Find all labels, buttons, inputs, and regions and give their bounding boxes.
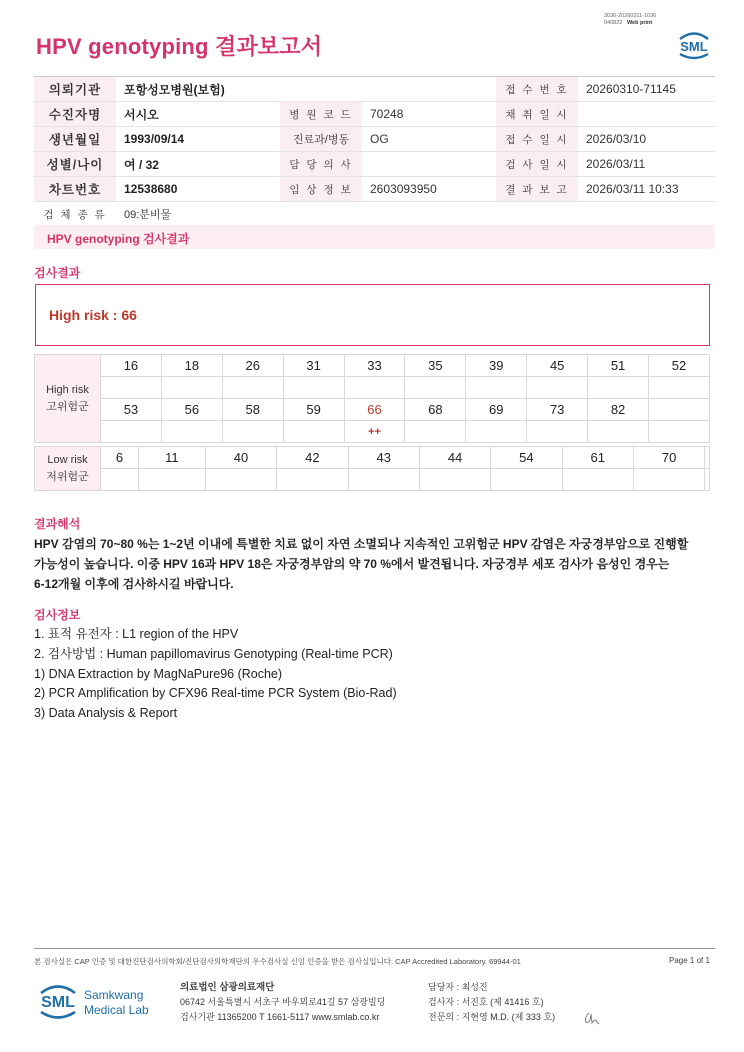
result-mark-cell: [527, 377, 588, 399]
organization-address: 06742 서울특별시 서초구 바우뫼로41길 57 삼광빌딩: [180, 997, 386, 1007]
test-info-list: [34, 625, 397, 724]
staff-info: [428, 980, 555, 1025]
result-mark-cell: [348, 469, 419, 491]
result-mark-cell: [633, 469, 704, 491]
result-mark-cell: [222, 377, 283, 399]
patient-info-table: [34, 76, 715, 227]
value-birth-date: 1993/09/14: [116, 127, 280, 152]
label-received-date: 접 수 일 시: [496, 127, 578, 152]
value-test-date: 2026/03/11: [578, 152, 715, 177]
result-heading: 검사결과: [34, 266, 81, 280]
result-mark-cell: [101, 377, 162, 399]
result-mark-cell: [527, 421, 588, 443]
value-chart-number: 12538680: [116, 177, 280, 202]
document-code: [604, 13, 656, 27]
section-title: HPV genotyping 검사결과: [47, 232, 190, 246]
value-attending-doctor: [362, 152, 496, 177]
value-clinical-info: 2603093950: [362, 177, 496, 202]
hpv-type-cell: [705, 447, 710, 469]
result-mark-cell: [466, 421, 527, 443]
label-requesting-institution: 의뢰기관: [34, 77, 116, 102]
label-specimen-type: 검 체 종 류: [34, 202, 116, 227]
result-mark-cell: [344, 377, 405, 399]
report-title: HPV genotyping 결과보고서: [36, 34, 323, 59]
hpv-type-cell: [649, 399, 710, 421]
low-risk-label-ko: 저위험군: [46, 470, 89, 483]
label-report-date: 결 과 보 고: [496, 177, 578, 202]
result-mark-cell: [222, 421, 283, 443]
high-risk-label-ko: 고위험군: [46, 400, 89, 413]
result-mark-cell: [277, 469, 348, 491]
hpv-type-cell-positive: 66: [344, 399, 405, 421]
section-header: [34, 225, 715, 249]
page-number: Page 1 of 1: [669, 956, 710, 965]
result-mark-cell: [283, 421, 344, 443]
interpretation-heading: 결과해석: [34, 517, 81, 531]
web-print-label: Web print: [626, 20, 653, 26]
result-mark-cell: [588, 377, 649, 399]
value-report-date: 2026/03/11 10:33: [578, 177, 715, 202]
organization-name: 의료법인 삼광의료재단: [180, 982, 275, 993]
test-info-item: 1) DNA Extraction by MagNaPure96 (Roche): [34, 666, 283, 681]
result-mark-cell: [283, 377, 344, 399]
document-code-1: 3036-20260311-1036: [604, 13, 657, 19]
hpv-type-cell: 16: [101, 355, 162, 377]
result-mark-cell: [649, 421, 710, 443]
result-mark-cell: [161, 377, 222, 399]
label-department: 진료과/병동: [280, 127, 362, 152]
hpv-type-cell: 42: [277, 447, 348, 469]
hpv-type-cell: 61: [562, 447, 633, 469]
hpv-type-cell: 40: [205, 447, 276, 469]
value-collection-date: [578, 102, 715, 127]
hpv-type-cell: 44: [419, 447, 490, 469]
samkwang-logo: [38, 980, 158, 1022]
label-patient-name: 수진자명: [34, 102, 116, 127]
result-mark-cell: [491, 469, 562, 491]
result-mark-cell: [405, 377, 466, 399]
interpretation-line: 6-12개월 이후에 검사하시길 바랍니다.: [34, 577, 234, 591]
samkwang-logo-mark: SML: [41, 994, 75, 1011]
hpv-type-cell: 69: [466, 399, 527, 421]
result-mark-cell: [405, 421, 466, 443]
result-summary: High risk : 66: [49, 307, 137, 323]
interpretation-line: HPV 감염의 70~80 %는 1~2년 이내에 특별한 치료 없이 자연 소멸되나 지속적인 고위험군 HPV 감염은 자궁경부암으로 진행할: [34, 537, 689, 551]
interpretation-text: [34, 534, 714, 594]
result-mark-cell: [466, 377, 527, 399]
hpv-type-cell: 26: [222, 355, 283, 377]
high-risk-table: [34, 354, 710, 443]
samkwang-logo-line2: Medical Lab: [84, 1003, 149, 1017]
hpv-type-cell: 54: [491, 447, 562, 469]
result-mark-cell: [649, 377, 710, 399]
hpv-type-cell: 56: [161, 399, 222, 421]
signature-icon: [582, 1010, 602, 1026]
value-department: OG: [362, 127, 496, 152]
value-accession-number: 20260310-71145: [578, 77, 715, 102]
samkwang-logo-line1: Samkwang: [84, 988, 144, 1002]
hpv-type-cell: 6: [101, 447, 139, 469]
hpv-type-cell: 68: [405, 399, 466, 421]
label-chart-number: 차트번호: [34, 177, 116, 202]
hpv-type-cell: 52: [649, 355, 710, 377]
hpv-type-cell: 73: [527, 399, 588, 421]
test-info-item: 2. 검사방법 : Human papillomavirus Genotyping (Real-time PCR): [34, 646, 393, 661]
hpv-type-cell: 82: [588, 399, 649, 421]
result-mark-cell: [101, 421, 162, 443]
label-hospital-code: 병 원 코 드: [280, 102, 362, 127]
result-mark-cell: [588, 421, 649, 443]
value-requesting-institution: 포항성모병원(보험): [116, 77, 496, 102]
hpv-type-cell: 33: [344, 355, 405, 377]
organization-info: [180, 980, 385, 1025]
hpv-type-cell: 31: [283, 355, 344, 377]
label-attending-doctor: 담 당 의 사: [280, 152, 362, 177]
hpv-type-cell: 45: [527, 355, 588, 377]
document-code-2: 040822: [604, 20, 623, 26]
value-received-date: 2026/03/10: [578, 127, 715, 152]
label-clinical-info: 임 상 정 보: [280, 177, 362, 202]
hpv-type-cell: 18: [161, 355, 222, 377]
hpv-type-cell: 35: [405, 355, 466, 377]
result-mark-cell: [101, 469, 139, 491]
value-patient-name: 서시오: [116, 102, 280, 127]
result-mark-cell: [419, 469, 490, 491]
label-accession-number: 접 수 번 호: [496, 77, 578, 102]
label-birth-date: 생년월일: [34, 127, 116, 152]
high-risk-label: [35, 355, 101, 443]
test-info-item: 1. 표적 유전자 : L1 region of the HPV: [34, 627, 239, 641]
organization-contact: 검사기관 11365200 T 1661-5117 www.smlab.co.kr: [180, 1012, 380, 1022]
interpretation-line: 가능성이 높습니다. 이중 HPV 16과 HPV 18은 자궁경부암의 약 70 %에서 발견됩니다. 자궁경부 세포 검사가 음성인 경우는: [34, 557, 670, 571]
result-mark-cell: [138, 469, 205, 491]
hpv-type-cell: 70: [633, 447, 704, 469]
sml-logo: [674, 26, 714, 60]
staff-specialist: 전문의 : 지현영 M.D. (제 333 호): [428, 1012, 556, 1022]
result-summary-box: [35, 284, 710, 346]
staff-in-charge: 담당자 : 최성진: [428, 982, 488, 992]
sml-logo-text: SML: [680, 39, 708, 54]
value-sex-age: 여 / 32: [116, 152, 280, 177]
result-mark-positive: ++: [344, 421, 405, 443]
high-risk-label-en: High risk: [46, 383, 89, 396]
result-mark-cell: [161, 421, 222, 443]
footer-divider: [34, 948, 715, 949]
value-specimen-type: 09:분비물: [116, 202, 715, 227]
staff-tester: 검사자 : 서진호 (제 41416 호): [428, 997, 544, 1007]
label-test-date: 검 사 일 시: [496, 152, 578, 177]
low-risk-table: [34, 446, 710, 491]
accreditation-note: 본 검사실은 CAP 인증 및 대한진단검사의학회/진단검사의학재단의 우수검사실 신임 인증을 받은 검사실입니다. CAP Accredited Laboratory. 69944-01: [34, 957, 521, 966]
low-risk-label: [35, 447, 101, 491]
hpv-type-cell: 43: [348, 447, 419, 469]
value-hospital-code: 70248: [362, 102, 496, 127]
test-info-item: 3) Data Analysis & Report: [34, 706, 178, 721]
low-risk-label-en: Low risk: [47, 453, 88, 466]
test-info-item: 2) PCR Amplification by CFX96 Real-time PCR System (Bio-Rad): [34, 686, 397, 701]
hpv-type-cell: 11: [138, 447, 205, 469]
hpv-type-cell: 51: [588, 355, 649, 377]
hpv-type-cell: 59: [283, 399, 344, 421]
label-sex-age: 성별/나이: [34, 152, 116, 177]
result-mark-cell: [205, 469, 276, 491]
hpv-type-cell: 58: [222, 399, 283, 421]
hpv-type-cell: 53: [101, 399, 162, 421]
test-info-heading: 검사정보: [34, 608, 81, 622]
result-mark-cell: [705, 469, 710, 491]
result-mark-cell: [562, 469, 633, 491]
hpv-type-cell: 39: [466, 355, 527, 377]
label-collection-date: 채 취 일 시: [496, 102, 578, 127]
